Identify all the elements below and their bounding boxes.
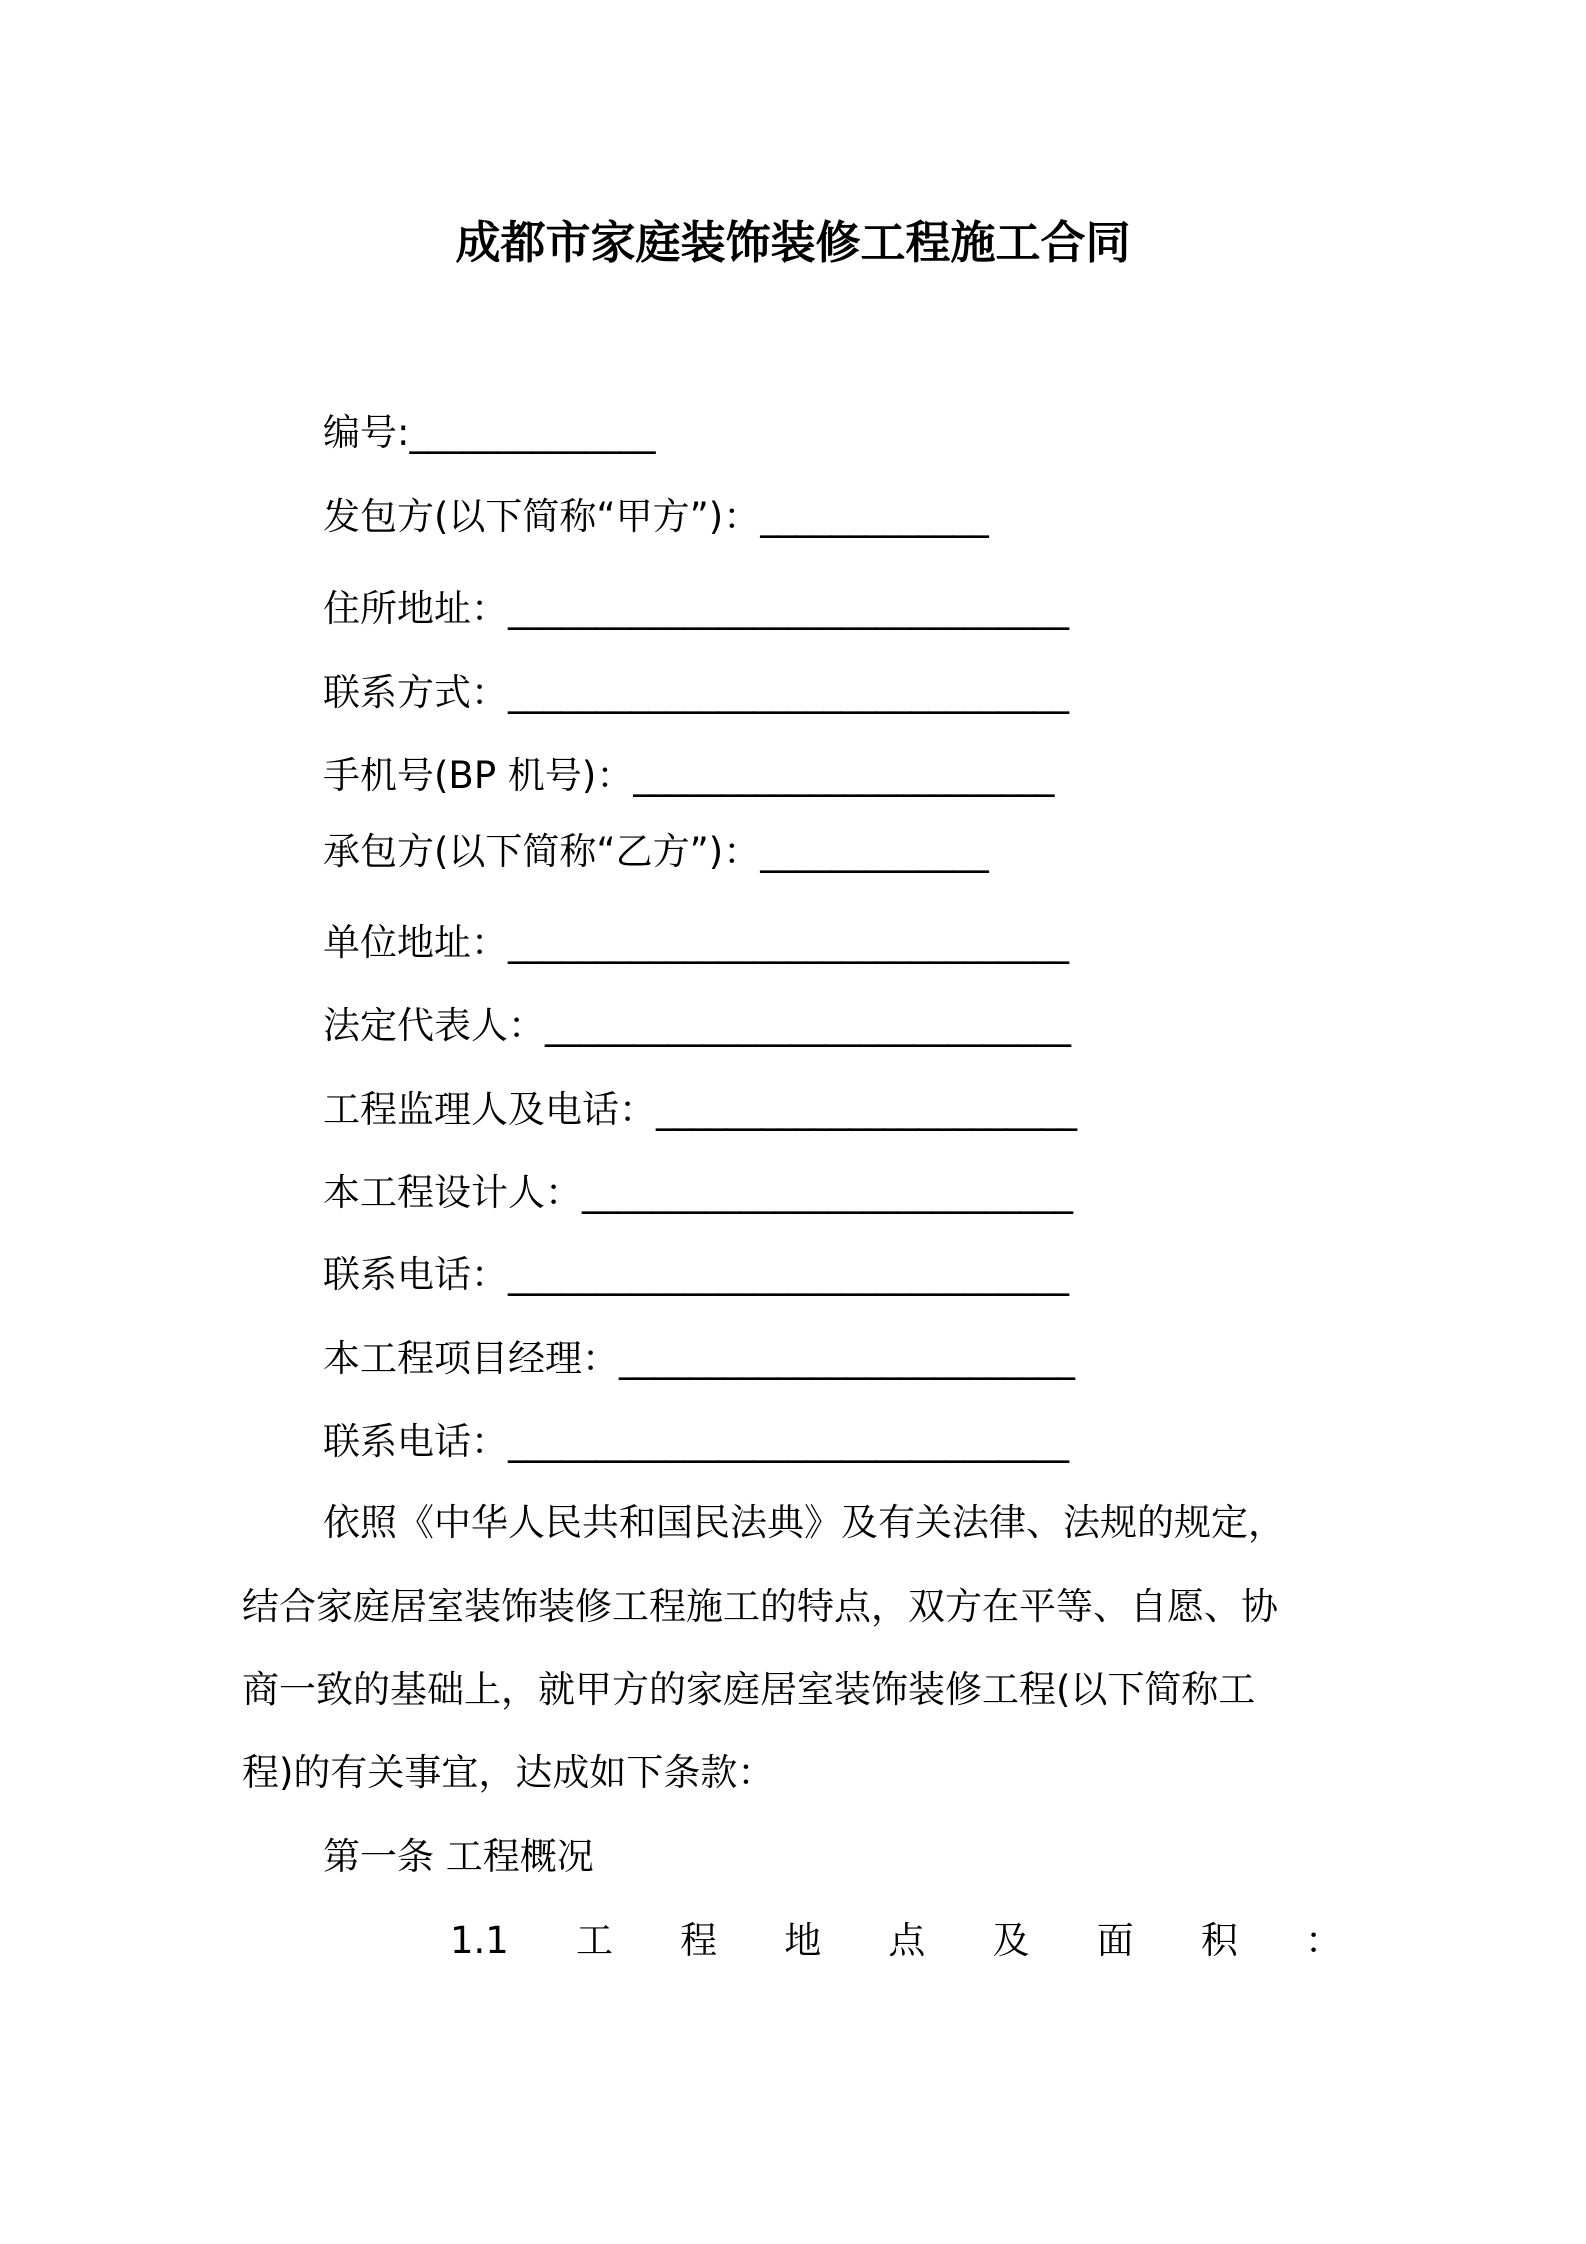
document-title: 成都市家庭装饰装修工程施工合同 [455, 216, 1131, 269]
field-contact-phone [323, 1250, 1068, 1300]
fill-in-blank: ________________________________ [508, 921, 1068, 964]
article-heading: 第一条 工程概况 [323, 1835, 594, 1878]
field-supervisor-phone [323, 1085, 1076, 1135]
clause-1-1 [450, 1916, 1342, 1966]
field-label: 联系电话： [323, 1253, 508, 1296]
fill-in-blank: ________________________________ [508, 1253, 1068, 1296]
fill-in-blank: ________________________________ [508, 587, 1068, 630]
field-legal-representative [323, 1001, 1070, 1051]
clause-char: 地 [784, 1919, 822, 1962]
fill-in-blank: ____________________________ [582, 1171, 1072, 1214]
field-company-address [323, 918, 1068, 968]
field-mobile-number [323, 751, 1053, 801]
preamble-line-4: 程)的有关事宜，达成如下条款： [242, 1751, 775, 1794]
clause-char: 程 [680, 1919, 718, 1962]
clause-char: ： [1304, 1919, 1342, 1962]
field-label: 单位地址： [323, 921, 508, 964]
field-label: 法定代表人： [323, 1004, 545, 1047]
field-contract-number [323, 408, 654, 458]
field-label: 联系电话： [323, 1420, 508, 1463]
field-contact-phone-2 [323, 1417, 1068, 1467]
preamble-line-3: 商一致的基础上，就甲方的家庭居室装饰装修工程(以下简称工 [242, 1668, 1256, 1711]
fill-in-blank: ________________________________ [508, 1420, 1068, 1463]
field-label: 承包方(以下简称“乙方”)： [323, 830, 761, 873]
field-party-a [323, 492, 988, 542]
field-party-b [323, 827, 988, 877]
fill-in-blank: __________________________ [619, 1337, 1074, 1380]
field-designer [323, 1168, 1072, 1218]
field-label: 住所地址： [323, 587, 508, 630]
fill-in-blank: ________________________ [656, 1088, 1076, 1131]
preamble-line-2: 结合家庭居室装饰装修工程施工的特点，双方在平等、自愿、协 [242, 1585, 1278, 1628]
clause-char: 面 [1096, 1919, 1134, 1962]
preamble-line-1: 依照《中华人民共和国民法典》及有关法律、法规的规定， [323, 1501, 1285, 1544]
clause-char: 工 [575, 1919, 613, 1962]
fill-in-blank: _____________ [760, 495, 988, 538]
fill-in-blank: ______________ [409, 411, 655, 454]
fill-in-blank: ________________________________ [508, 671, 1068, 714]
field-contact-method [323, 668, 1068, 718]
clause-number: 1.1 [450, 1919, 509, 1962]
field-residence-address [323, 584, 1068, 634]
fill-in-blank: ________________________ [633, 754, 1054, 797]
clause-char: 及 [992, 1919, 1030, 1962]
field-project-manager [323, 1334, 1074, 1384]
field-label: 发包方(以下简称“甲方”)： [323, 495, 761, 538]
fill-in-blank: _____________ [760, 830, 988, 873]
clause-char: 积 [1200, 1919, 1238, 1962]
field-label: 联系方式： [323, 671, 508, 714]
field-label: 手机号(BP 机号)： [323, 754, 634, 797]
field-label: 本工程设计人： [323, 1171, 582, 1214]
field-label: 编号: [323, 411, 410, 454]
fill-in-blank: ______________________________ [545, 1004, 1070, 1047]
clause-char: 点 [888, 1919, 926, 1962]
field-label: 本工程项目经理： [323, 1337, 619, 1380]
field-label: 工程监理人及电话： [323, 1088, 656, 1131]
